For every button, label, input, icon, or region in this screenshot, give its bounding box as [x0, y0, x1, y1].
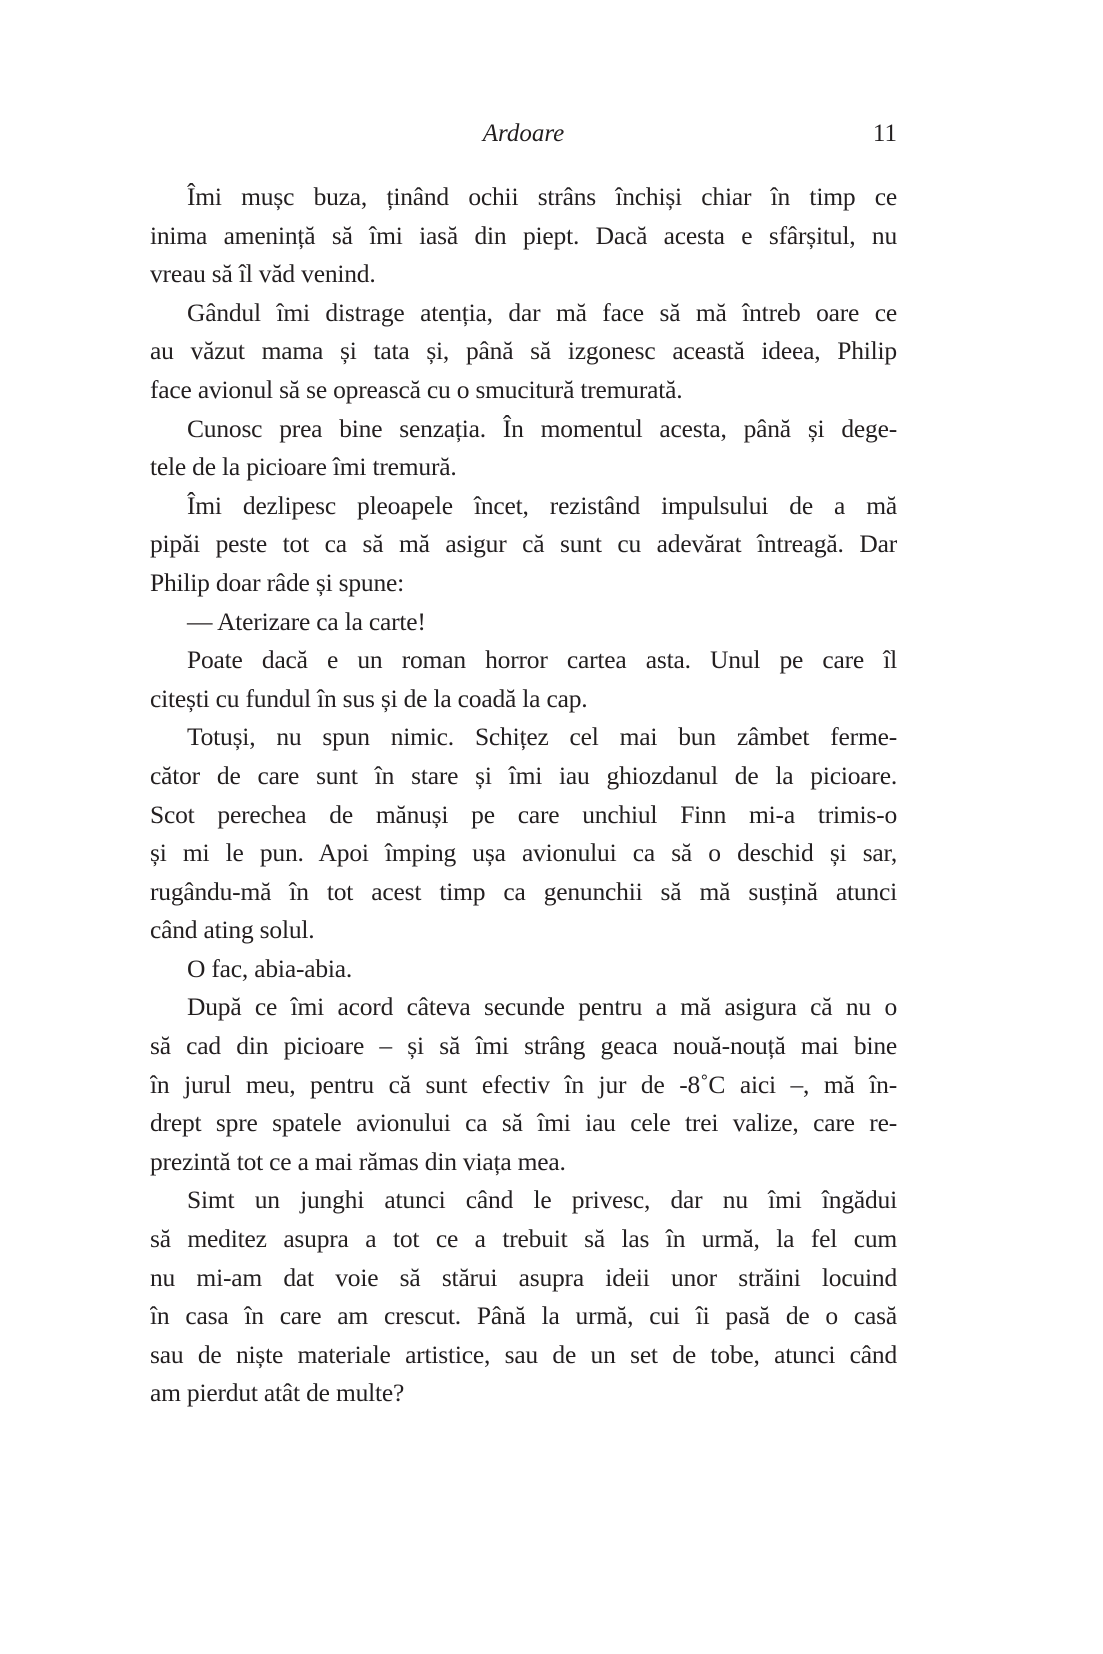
text-line: Poate dacă e un roman horror cartea asta. Unul pe care îl [187, 645, 897, 675]
text-line: să cad din picioare – și să îmi strâng geaca nouă-nouță mai bine [150, 1031, 897, 1061]
text-line: Simt un junghi atunci când le privesc, dar nu îmi îngădui [187, 1185, 897, 1215]
text-line: sau de niște materiale artistice, sau de un set de tobe, atunci când [150, 1339, 897, 1369]
text-line: Îmi mușc buza, ținând ochii strâns închiși chiar în timp ce [187, 182, 897, 211]
running-head-title: Ardoare [482, 120, 565, 147]
text-line: face avionul să se oprească cu o smucitură tremurată. [150, 374, 683, 404]
text-line: — Aterizare ca la carte! [187, 606, 426, 636]
text-line: După ce îmi acord câteva secunde pentru a mă asigura că nu o [187, 992, 897, 1022]
text-line: drept spre spatele avionului ca să îmi iau cele trei valize, care re- [150, 1108, 897, 1138]
text-line: tele de la picioare îmi tremură. [150, 452, 457, 482]
text-line: în casa în care am crescut. Până la urmă, cui îi pasă de o casă [150, 1301, 897, 1331]
text-line: cător de care sunt în stare și îmi iau ghiozdanul de la picioare. [150, 760, 897, 790]
text-line: prezintă tot ce a mai rămas din viața mea. [150, 1146, 566, 1176]
text-line: Scot perechea de mănuși pe care unchiul Finn mi-a trimis-o [150, 799, 897, 829]
text-line: să meditez asupra a tot ce a trebuit să las în urmă, la fel cum [150, 1224, 897, 1254]
page-body-text [150, 178, 897, 1413]
paragraph [150, 487, 897, 603]
text-line: nu mi-am dat voie să stărui asupra ideii unor străini locuind [150, 1262, 897, 1292]
paragraph [150, 603, 897, 642]
text-line: inima amenință să îmi iasă din piept. Dacă acesta e sfârșitul, nu [150, 220, 897, 250]
text-line: când ating solul. [150, 915, 315, 945]
text-line: Cunosc prea bine senzația. În momentul acesta, până și dege- [187, 413, 897, 443]
paragraph [150, 1181, 897, 1413]
text-line: în jurul meu, pentru că sunt efectiv în jur de -8˚C aici –, mă în- [150, 1069, 897, 1099]
text-line: pipăi peste tot ca să mă asigur că sunt cu adevărat întreagă. Dar [150, 529, 897, 559]
paragraph [150, 294, 897, 410]
text-line: am pierdut atât de multe? [150, 1378, 405, 1408]
text-line: rugându-mă în tot acest timp ca genunchii să mă susțină atunci [150, 876, 897, 906]
text-line: Îmi dezlipesc pleoapele încet, rezistând impulsului de a mă [187, 490, 897, 520]
paragraph [150, 988, 897, 1181]
text-line: au văzut mama și tata și, până să izgonesc această ideea, Philip [150, 336, 897, 366]
paragraph [150, 178, 897, 294]
text-line: Gândul îmi distrage atenția, dar mă face să mă întreb oare ce [187, 297, 897, 327]
paragraph [150, 641, 897, 718]
text-line: Totuși, nu spun nimic. Schițez cel mai bun zâmbet ferme- [187, 722, 897, 752]
page-number: 11 [872, 120, 897, 147]
text-line: O fac, abia-abia. [187, 953, 353, 983]
text-line: și mi le pun. Apoi împing ușa avionului ca să o deschid și sar, [150, 838, 897, 868]
running-head [150, 120, 897, 156]
text-line: citești cu fundul în sus și de la coadă la cap. [150, 683, 588, 713]
paragraph [150, 718, 897, 950]
paragraph [150, 950, 897, 989]
paragraph [150, 410, 897, 487]
text-line: Philip doar râde și spune: [150, 567, 405, 597]
text-line: vreau să îl văd venind. [150, 259, 376, 289]
